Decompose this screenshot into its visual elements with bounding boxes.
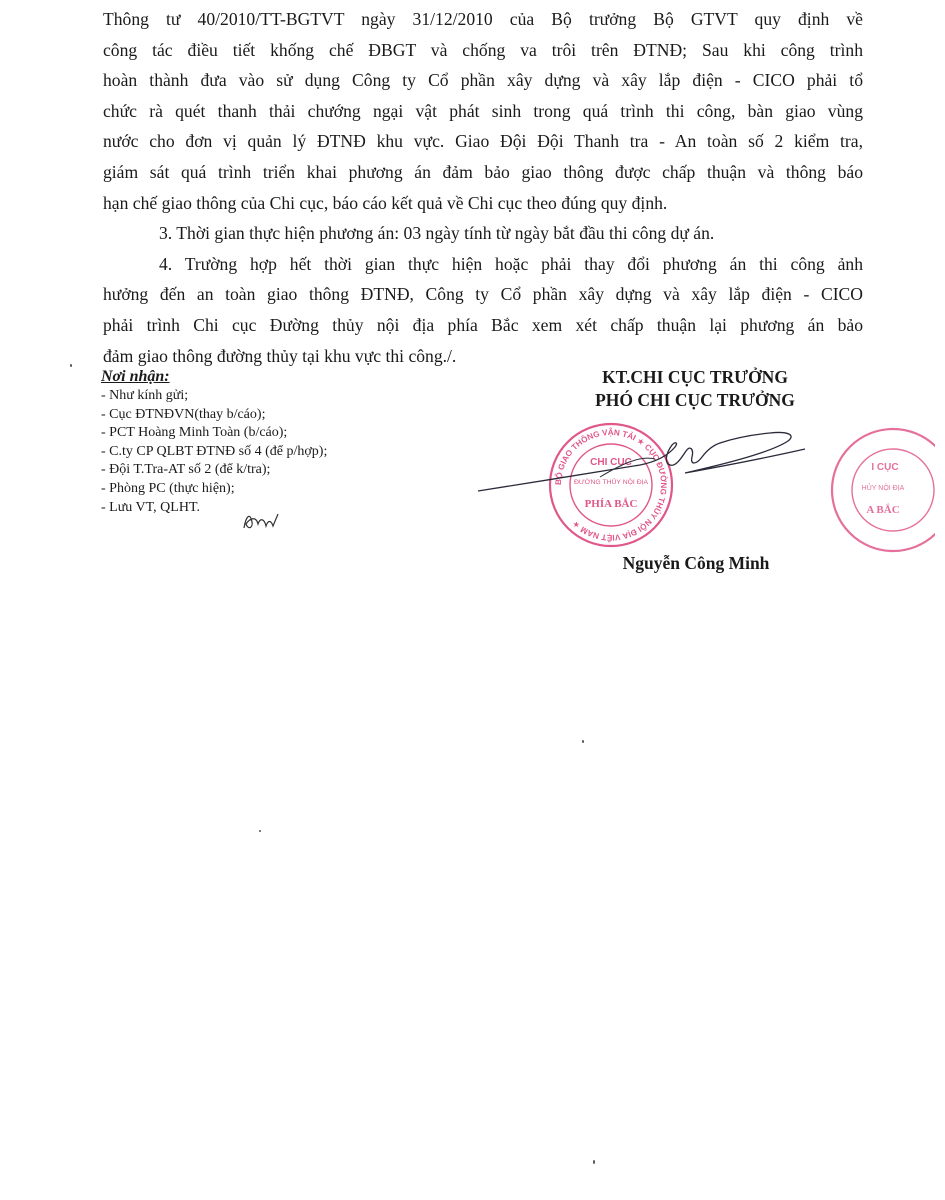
signature-title-line2: PHÓ CHI CỤC TRƯỞNG bbox=[595, 390, 795, 410]
scan-speck bbox=[259, 830, 261, 832]
body-line: hoàn thành đưa vào sử dụng Công ty Cổ phần xây dựng và xây lắp điện - CICO phải tổ bbox=[103, 70, 863, 91]
body-line: nước cho đơn vị quản lý ĐTNĐ khu vực. Giao Đội Đội Thanh tra - An toàn số 2 kiểm tra, bbox=[103, 131, 863, 152]
recipient-item: - Đội T.Tra-AT số 2 (để k/tra); bbox=[101, 462, 271, 478]
svg-text:A BẮC: A BẮC bbox=[866, 504, 900, 516]
body-line: công tác điều tiết khống chế ĐBGT và chống va trôi trên ĐTNĐ; Sau khi công trình bbox=[103, 39, 863, 60]
item-4-line: 4. Trường hợp hết thời gian thực hiện hoặc phải thay đổi phương án thi công ảnh bbox=[159, 253, 863, 274]
recipients-title: Nơi nhận: bbox=[101, 368, 170, 385]
body-line: phải trình Chi cục Đường thủy nội địa phía Bắc xem xét chấp thuận lại phương án bảo bbox=[103, 314, 863, 335]
seal-center-line1: CHI CỤC bbox=[590, 457, 632, 468]
body-line: đảm giao thông đường thủy tại khu vực thi công./. bbox=[103, 345, 457, 366]
recipient-item: - Như kính gửi; bbox=[101, 388, 189, 403]
recipient-item: - Lưu VT, QLHT. bbox=[101, 499, 200, 515]
recipient-item: - C.ty CP QLBT ĐTNĐ số 4 (để p/hợp); bbox=[101, 443, 328, 459]
signer-name: Nguyễn Công Minh bbox=[622, 553, 770, 573]
svg-text:I CỤC: I CỤC bbox=[871, 462, 899, 473]
body-line: Thông tư 40/2010/TT-BGTVT ngày 31/12/2010 của Bộ trưởng Bộ GTVT quy định về bbox=[103, 9, 863, 29]
scan-speck bbox=[70, 364, 72, 367]
initials-icon bbox=[240, 506, 285, 536]
seal-ring-text: BỘ GIAO THÔNG VẬN TẢI ★ CỤC ĐƯỜNG THỦY NỘI ĐỊA VIỆT NAM ★ bbox=[553, 427, 669, 543]
seal-center-line2: ĐƯỜNG THỦY NỘI ĐỊA bbox=[573, 479, 649, 486]
body-line: hạn chế giao thông của Chi cục, báo cáo kết quả về Chi cục theo đúng quy định. bbox=[103, 192, 668, 213]
body-text bbox=[103, 4, 863, 371]
signature-title-line1: KT.CHI CỤC TRƯỞNG bbox=[602, 367, 788, 387]
partial-seal-icon bbox=[825, 420, 935, 560]
body-line: hưởng đến an toàn giao thông ĐTNĐ, Công ty Cổ phần xây dựng và xây lắp điện - CICO bbox=[103, 284, 863, 305]
body-line: giám sát quá trình triển khai phương án đảm bảo giao thông được chấp thuận và thông báo bbox=[103, 161, 863, 182]
recipient-item: - Phòng PC (thực hiện); bbox=[101, 480, 235, 496]
item-3-time-line: 3. Thời gian thực hiện phương án: 03 ngày tính từ ngày bắt đầu thi công dự án. bbox=[159, 223, 715, 244]
recipient-item: - Cục ĐTNĐVN(thay b/cáo); bbox=[101, 406, 266, 422]
seal-center-line3: PHÍA BẮC bbox=[584, 498, 638, 510]
scan-speck bbox=[593, 1160, 595, 1164]
svg-text:HỦY NỘI ĐỊA: HỦY NỘI ĐỊA bbox=[861, 485, 905, 492]
scan-speck bbox=[582, 740, 584, 743]
recipient-item: - PCT Hoàng Minh Toàn (b/cáo); bbox=[101, 425, 288, 441]
recipients-block bbox=[101, 367, 431, 517]
signature-icon bbox=[470, 425, 810, 500]
body-line: chức rà quét thanh thải chướng ngại vật phát sinh trong quá trình thi công, bàn giao vùng bbox=[103, 100, 863, 121]
signature-title-block bbox=[540, 366, 850, 412]
